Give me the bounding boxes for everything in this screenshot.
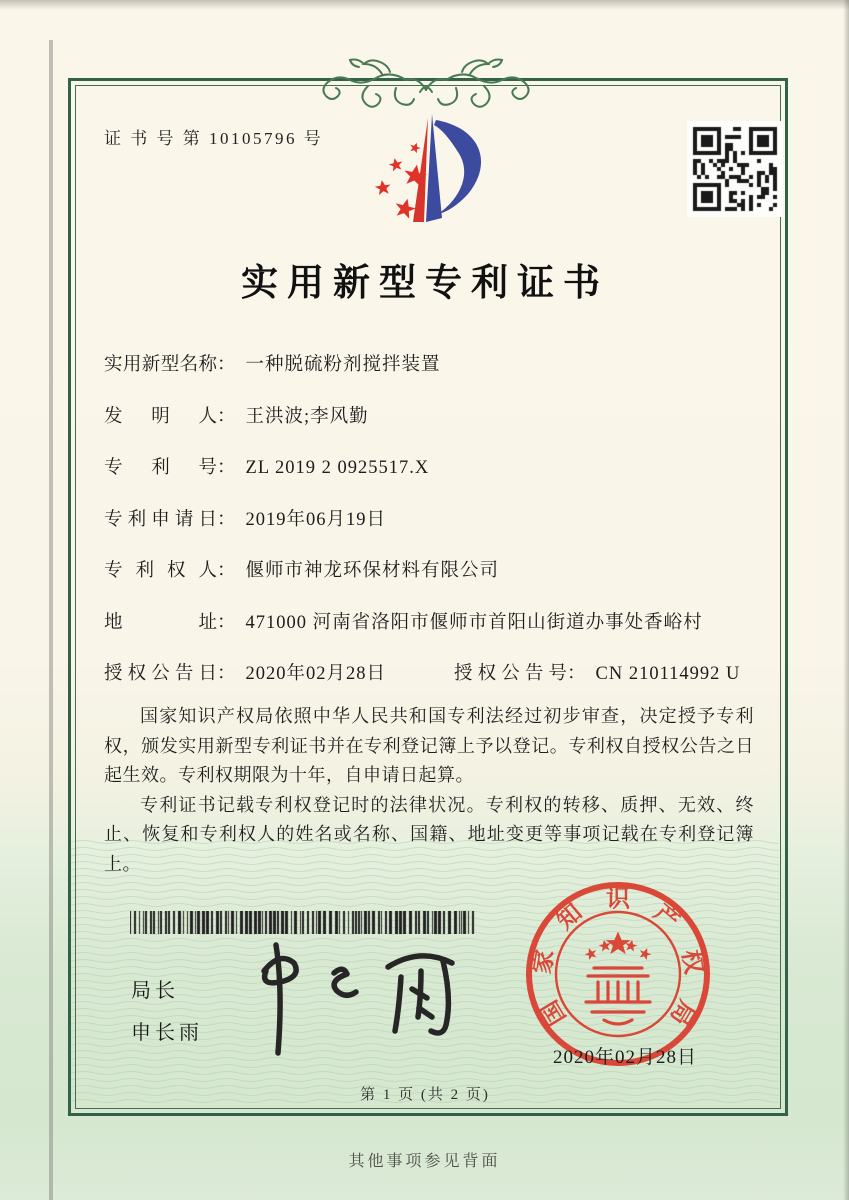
qr-code bbox=[687, 121, 783, 217]
field-label: 授权公告号 bbox=[454, 664, 567, 684]
commissioner-signature bbox=[238, 933, 483, 1065]
field-colon: ： bbox=[217, 561, 236, 581]
field-row-inventor bbox=[104, 404, 752, 456]
seal-date: 2020年02月28日 bbox=[552, 1047, 697, 1068]
field-value: 2020年02月28日 bbox=[245, 664, 387, 684]
scan-edge-left bbox=[49, 40, 53, 1200]
field-value: 2019年06月19日 bbox=[245, 509, 387, 530]
svg-text:局: 局 bbox=[664, 995, 700, 1030]
field-row-filing-date bbox=[104, 507, 752, 559]
back-note: 其他事项参见背面 bbox=[348, 1153, 501, 1170]
signer-name: 申长雨 bbox=[131, 1022, 203, 1044]
border-ornament-icon bbox=[308, 52, 544, 118]
field-value: 王洪波;李风勤 bbox=[245, 406, 369, 427]
cnipa-logo-icon bbox=[352, 110, 512, 236]
svg-text:权: 权 bbox=[676, 948, 707, 976]
field-label: 专利权人 bbox=[104, 561, 217, 581]
field-colon: ： bbox=[217, 458, 236, 478]
svg-text:家: 家 bbox=[529, 948, 560, 976]
fields-block bbox=[104, 352, 752, 713]
field-value: 一种脱硫粉剂搅拌装置 bbox=[245, 355, 441, 375]
field-row-patent-no bbox=[104, 455, 752, 507]
legal-text bbox=[104, 702, 754, 879]
certificate-title: 实用新型专利证书 bbox=[241, 263, 609, 304]
field-row-address bbox=[104, 610, 752, 662]
field-colon: ： bbox=[217, 612, 236, 633]
svg-text:识: 识 bbox=[606, 886, 630, 913]
svg-text:产: 产 bbox=[648, 899, 684, 935]
field-label: 授权公告日 bbox=[104, 664, 217, 684]
field-label: 地址 bbox=[104, 612, 217, 633]
scan-edge-top bbox=[0, 0, 849, 10]
field-label: 发明人 bbox=[104, 406, 217, 427]
field-value: CN 210114992 U bbox=[595, 664, 741, 684]
legal-paragraph-1: 国家知识产权局依照中华人民共和国专利法经过初步审查，决定授予专利权，颁发实用新型专利证书并在专利登记簿上予以登记。专利权自授权公告之日起生效。专利权期限为十年，自申请日起算。 bbox=[104, 706, 754, 785]
page-indicator: 第 1 页 (共 2 页) bbox=[360, 1087, 490, 1103]
field-grant-number bbox=[454, 661, 740, 687]
signer-role: 局长 bbox=[131, 980, 179, 1002]
field-colon: ： bbox=[217, 355, 236, 375]
field-row-patentee bbox=[104, 558, 752, 610]
signer-block bbox=[131, 974, 203, 1058]
barcode bbox=[130, 911, 476, 934]
legal-paragraph-2: 专利证书记载专利权登记时的法律状况。专利权的转移、质押、无效、终止、恢复和专利权人的姓名或名称、国籍、地址变更等事项记载在专利登记簿上。 bbox=[104, 794, 754, 874]
field-label: 专利号 bbox=[104, 458, 217, 478]
field-label: 实用新型名称 bbox=[104, 355, 217, 375]
field-colon: ： bbox=[567, 664, 586, 684]
field-row-name bbox=[104, 352, 752, 404]
field-label: 专利申请日 bbox=[104, 509, 217, 530]
field-colon: ： bbox=[217, 509, 236, 530]
svg-text:知: 知 bbox=[552, 899, 588, 935]
field-value: ZL 2019 2 0925517.X bbox=[245, 458, 430, 478]
field-colon: ： bbox=[217, 406, 236, 427]
field-value: 偃师市神龙环保材料有限公司 bbox=[245, 561, 500, 581]
certificate-number: 证 书 号 第 10105796 号 bbox=[104, 129, 324, 148]
svg-text:国: 国 bbox=[536, 995, 572, 1030]
field-value: 471000 河南省洛阳市偃师市首阳山街道办事处香峪村 bbox=[245, 612, 703, 633]
scan-edge-right bbox=[843, 0, 849, 1200]
field-colon: ： bbox=[217, 664, 236, 684]
